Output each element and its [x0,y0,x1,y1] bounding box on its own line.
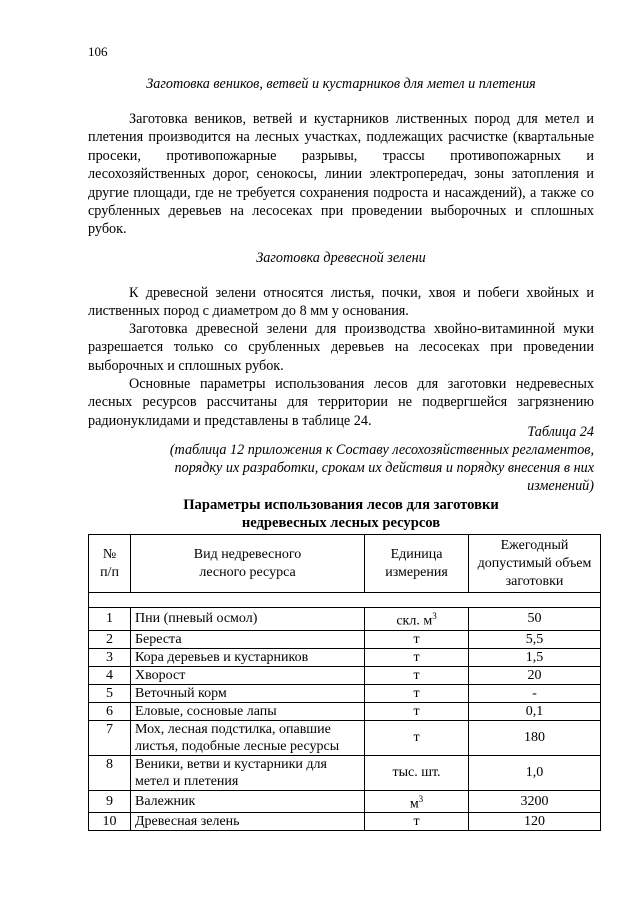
table-spacer-row [89,593,601,608]
header-number: № п/п [89,535,131,593]
table-caption-label: Таблица 24 [527,424,594,440]
table-row: 2 Береста т 5,5 [89,630,601,648]
paragraph-greenery-definition: К древесной зелени относятся листья, почки, хвоя и побеги хвойных и лиственных пород с диаметром до 8 мм у основания. [88,285,594,320]
section-heading-brooms: Заготовка веников, ветвей и кустарников для метел и плетения [146,76,536,92]
table-row: 1 Пни (пневый осмол) скл. $м^3$ 50 [89,608,601,631]
header-annual-volume: Ежегодный допустимый объем заготовки [469,535,601,593]
table-row: 9 Валежник $м^3$ 3200 [89,790,601,813]
table-row: 10 Древесная зелень т 120 [89,813,601,831]
paragraph-brooms: Заготовка веников, ветвей и кустарников лиственных пород для метел и плетения производится на лесных участках, подлежащих расчистке (квартальные просеки, противопожарные разрывы, трассы противопожарных и лесохозяйственных дорог, сенокосы, линии электропередач, зоны затопления и другие площади, где не требуется сохранения подроста и насаждений), а также со срубленных деревьев на лесосеках при проведении выборочных и сплошных рубок. [88,111,594,238]
page-number: 106 [88,44,108,59]
table-caption-note-line1: (таблица 12 приложения к Составу лесохозяйственных регламентов, [169,442,594,458]
paragraph-greenery-harvest: Заготовка древесной зелени для производства хвойно-витаминной муки разрешается только со срубленных деревьев на лесосеках при проведении выборочных и сплошных рубок. [88,321,594,374]
table-row: 5 Веточный корм т - [89,684,601,702]
table-row: 4 Хворост т 20 [89,666,601,684]
table-row: 6 Еловые, сосновые лапы т 0,1 [89,702,601,720]
paragraph-parameters-intro: Основные параметры использования лесов для заготовки недревесных лесных ресурсов рассчитаны для территории не подвергшейся загрязнению радионуклидами и представлены в таблице 24. [88,376,594,429]
table-row: 7 Мох, лесная подстилка, опавшие листья, подобные лесные ресурсы т 180 [89,720,601,755]
table-title-line1: Параметры использования лесов для заготовки [183,497,499,513]
table-header-row [89,535,601,593]
parameters-table [88,534,601,831]
header-resource-type: Вид недревесного лесного ресурса [131,535,365,593]
table-caption-note-line3: изменений) [527,478,594,494]
table-title-line2: недревесных лесных ресурсов [241,515,441,531]
section-heading-greenery: Заготовка древесной зелени [256,250,426,266]
header-unit: Единица измерения [365,535,469,593]
table-caption-note-line2: порядку их разработки, срокам их действия и порядку внесения в них [174,460,594,476]
table-row: 3 Кора деревьев и кустарников т 1,5 [89,648,601,666]
table-row: 8 Веники, ветви и кустарники для метел и плетения тыс. шт. 1,0 [89,755,601,790]
